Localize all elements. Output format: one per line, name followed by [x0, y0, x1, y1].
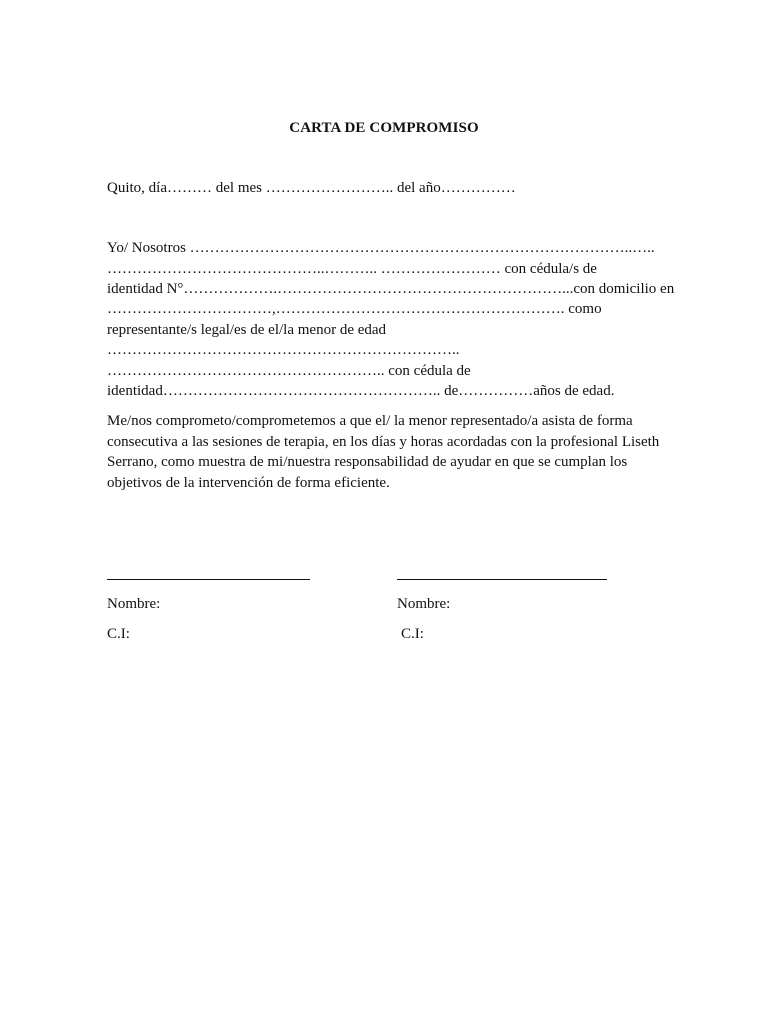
- signature-name-label-right: Nombre:: [397, 596, 451, 612]
- declaration-line-5: representante/s legal/es de el/la menor de edad: [107, 322, 387, 338]
- signature-line-left: [107, 579, 310, 580]
- signature-ci-label-right: C.I:: [401, 626, 424, 642]
- declaration-line-7: ……………………………………………….. con cédula de: [107, 363, 471, 379]
- declaration-line-4: ……………………………,…………………………………………………. como: [107, 301, 602, 317]
- commitment-paragraph: Me/nos comprometo/comprometemos a que el/ la menor representado/a asista de forma consecutiva a las sesiones de terapia, en los días y horas acordadas con la profesional Liseth Serrano, como muestra de mi/nuestra responsabilidad de ayudar en que se cumplan los objetivos de la intervención de forma eficiente.: [107, 413, 660, 491]
- date-line: Quito, día……… del mes …………………….. del año……………: [107, 180, 516, 196]
- declaration-line-1: Yo/ Nosotros ……………………………………………………………………………..…..: [107, 240, 655, 256]
- signature-name-label-left: Nombre:: [107, 596, 161, 612]
- declaration-line-2: ……………………………………..……….. …………………… con cédula/s de: [107, 261, 597, 277]
- declaration-line-8: identidad……………………………………………….. de……………años de edad.: [107, 383, 615, 399]
- signature-line-right: [397, 579, 607, 580]
- document-title: CARTA DE COMPROMISO: [289, 120, 479, 136]
- declaration-line-6: ……………………………………………………………..: [107, 342, 460, 358]
- declaration-line-3: identidad N°……………….…………………………………………………...con domicilio en: [107, 281, 675, 297]
- signature-ci-label-left: C.I:: [107, 626, 130, 642]
